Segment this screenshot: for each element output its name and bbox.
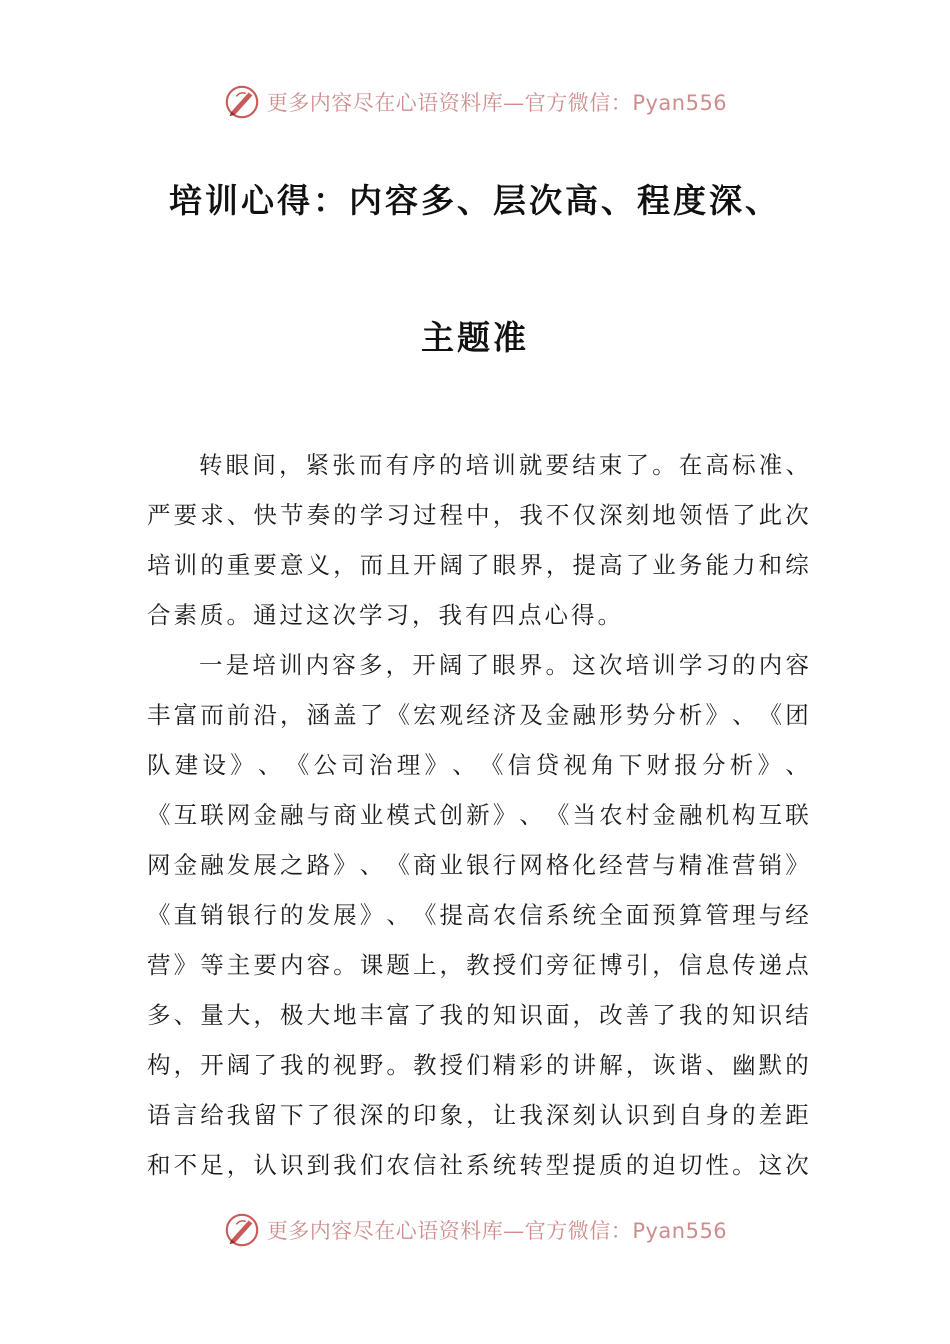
watermark-banner-bottom — [0, 1210, 950, 1250]
paragraph-line: 队 建 设 》 、 《 公 司 治 理 》 、 《 信 贷 视 角 下 财 报 分 析 》 、 — [147, 751, 809, 779]
paragraph-line: 多 、 量 大 ， 极 大 地 丰 富 了 我 的 知 识 面 ， 改 善 了 我 的 知 识 结 — [147, 1001, 809, 1029]
paragraph-line: 和 不 足 ， 认 识 到 我 们 农 信 社 系 统 转 型 提 质 的 迫 切 性 。 这 次 — [147, 1151, 809, 1179]
document-title-line1: 培训心得：内容多、层次高、程度深、 — [169, 181, 781, 220]
paragraph-line: 培 训 的 重 要 意 义 ， 而 且 开 阔 了 眼 界 ， 提 高 了 业 务 能 力 和 综 — [147, 551, 809, 579]
paragraph-line: 合素质。通过这次学习，我有四点心得。 — [147, 601, 624, 629]
document-body — [147, 440, 809, 1190]
pen-logo-icon — [223, 1211, 261, 1249]
paragraph-line: 营 》 等 主 要 内 容 。 课 题 上 ， 教 授 们 旁 征 博 引 ， 信 息 传 递 点 — [147, 951, 809, 979]
watermark-banner-top — [0, 82, 950, 122]
paragraph-line: 构 ， 开 阔 了 我 的 视 野 。 教 授 们 精 彩 的 讲 解 ， 诙 谐 、 幽 默 的 — [147, 1051, 809, 1079]
paragraph-line: 丰 富 而 前 沿 ， 涵 盖 了 《 宏 观 经 济 及 金 融 形 势 分 析 》 、 《 团 — [147, 701, 809, 729]
watermark-text: 更多内容尽在心语资料库—官方微信：Pyan556 — [266, 91, 728, 115]
pen-logo-icon — [223, 83, 261, 121]
paragraph-line: 网 金 融 发 展 之 路 》 、 《 商 业 银 行 网 格 化 经 营 与 精 准 营 销 》 — [147, 851, 809, 879]
document-title-line2: 主题准 — [421, 318, 529, 357]
paragraph-line: 严 要 求 、 快 节 奏 的 学 习 过 程 中 ， 我 不 仅 深 刻 地 领 悟 了 此 次 — [147, 501, 809, 529]
paragraph-line: 《 互 联 网 金 融 与 商 业 模 式 创 新 》 、 《 当 农 村 金 融 机 构 互 联 — [147, 801, 809, 829]
paragraph-line: 一 是 培 训 内 容 多 ， 开 阔 了 眼 界 。 这 次 培 训 学 习 的 内 容 — [199, 651, 809, 679]
paragraph-line: 转 眼 间 ， 紧 张 而 有 序 的 培 训 就 要 结 束 了 。 在 高 标 准 、 — [199, 451, 809, 479]
watermark-text: 更多内容尽在心语资料库—官方微信：Pyan556 — [266, 1219, 728, 1243]
paragraph-line: 语 言 给 我 留 下 了 很 深 的 印 象 ， 让 我 深 刻 认 识 到 自 身 的 差 距 — [147, 1101, 809, 1129]
paragraph-line: 《 直 销 银 行 的 发 展 》 、 《 提 高 农 信 系 统 全 面 预 算 管 理 与 经 — [147, 901, 809, 929]
